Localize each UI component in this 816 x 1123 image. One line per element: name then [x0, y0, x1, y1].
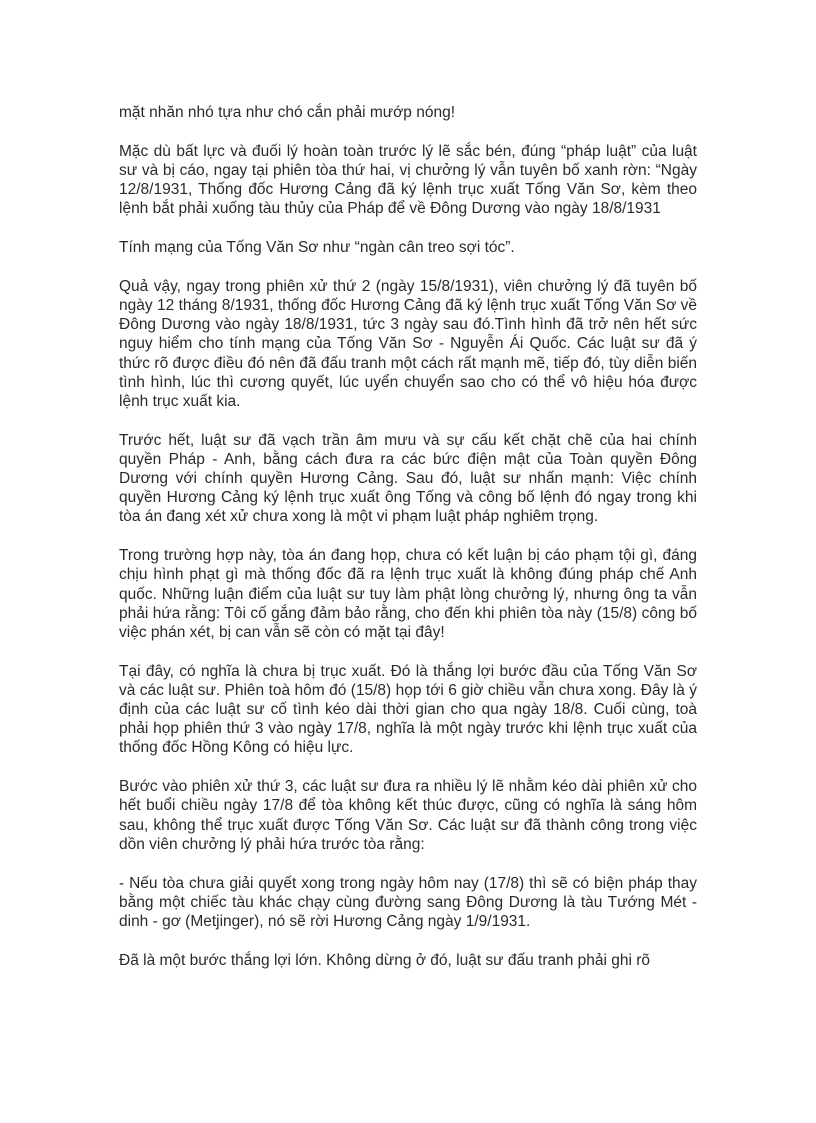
paragraph: Mặc dù bất lực và đuối lý hoàn toàn trước lý lẽ sắc bén, đúng “pháp luật” của luật sư và bị cáo, ngay tại phiên tòa thứ hai, vị chưởng lý vẫn tuyên bố xanh rờn: “Ngày 12/8/1931, Thống đốc Hương Cảng đã ký lệnh trục xuất Tống Văn Sơ, kèm theo lệnh bắt phải xuống tàu thủy của Pháp để về Đông Dương vào ngày 18/8/1931	[119, 142, 697, 218]
paragraph: Trong trường hợp này, tòa án đang họp, chưa có kết luận bị cáo phạm tội gì, đáng chịu hình phạt gì mà thống đốc đã ra lệnh trục xuất là không đúng pháp chế Anh quốc. Những luận điểm của luật sư tuy làm phật lòng chưởng lý, nhưng ông ta vẫn phải hứa rằng: Tôi cố gắng đảm bảo rằng, cho đến khi phiên tòa này (15/8) công bố việc phán xét, bị can vẫn sẽ còn có mặt tại đây!	[119, 547, 697, 641]
paragraph: Quả vậy, ngay trong phiên xử thứ 2 (ngày 15/8/1931), viên chưởng lý đã tuyên bố ngày 12 tháng 8/1931, thống đốc Hương Cảng đã ký lệnh trục xuất Tống Văn Sơ về Đông Dương vào ngày 18/8/1931, tức 3 ngày sau đó.Tình hình đã trở nên hết sức nguy hiểm cho tính mạng của Tống Văn Sơ - Nguyễn Ái Quốc. Các luật sư đã ý thức rõ được điều đó nên đã đấu tranh một cách rất mạnh mẽ, tiếp đó, tùy diễn biến tình hình, lúc thì cương quyết, lúc uyển chuyển sao cho có thể vô hiệu hóa được lệnh trục xuất kia.	[119, 277, 697, 410]
paragraph: - Nếu tòa chưa giải quyết xong trong ngày hôm nay (17/8) thì sẽ có biện pháp thay bằng một chiếc tàu khác chạy cùng đường sang Đông Dương là tàu Tướng Mét - dinh - gơ (Metjinger), nó sẽ rời Hương Cảng ngày 1/9/1931.	[119, 874, 697, 930]
paragraph: Tại đây, có nghĩa là chưa bị trục xuất. Đó là thắng lợi bước đầu của Tống Văn Sơ và các luật sư. Phiên toà hôm đó (15/8) họp tới 6 giờ chiều vẫn chưa xong. Đây là ý định của các luật sư cố tình kéo dài thời gian cho qua ngày 18/8. Cuối cùng, toà phải họp phiên thứ 3 vào ngày 17/8, nghĩa là một ngày trước khi lệnh trục xuất của thống đốc Hồng Kông có hiệu lực.	[119, 662, 697, 757]
paragraph: Đã là một bước thắng lợi lớn. Không dừng ở đó, luật sư đấu tranh phải ghi rõ	[119, 951, 651, 969]
paragraph: Bước vào phiên xử thứ 3, các luật sư đưa ra nhiều lý lẽ nhằm kéo dài phiên xử cho hết buổi chiều ngày 17/8 để tòa không kết thúc được, cũng có nghĩa là sáng hôm sau, không thể trục xuất được Tống Văn Sơ. Các luật sư đã thành công trong việc dồn viên chưởng lý phải hứa trước tòa rằng:	[119, 778, 697, 853]
document-page	[119, 103, 697, 989]
paragraph: Trước hết, luật sư đã vạch trần âm mưu và sự cấu kết chặt chẽ của hai chính quyền Pháp - Anh, bằng cách đưa ra các bức điện mật của Toàn quyền Đông Dương với chính quyền Hương Cảng. Sau đó, luật sư nhấn mạnh: Việc chính quyền Hương Cảng ký lệnh trục xuất ông Tống và công bố lệnh đó ngay trong khi tòa án đang xét xử chưa xong là một vi phạm luật pháp nghiêm trọng.	[119, 431, 697, 526]
paragraph: Tính mạng của Tống Văn Sơ như “ngàn cân treo sợi tóc”.	[119, 239, 515, 257]
paragraph: mặt nhăn nhó tựa như chó cắn phải mướp nóng!	[119, 104, 456, 121]
